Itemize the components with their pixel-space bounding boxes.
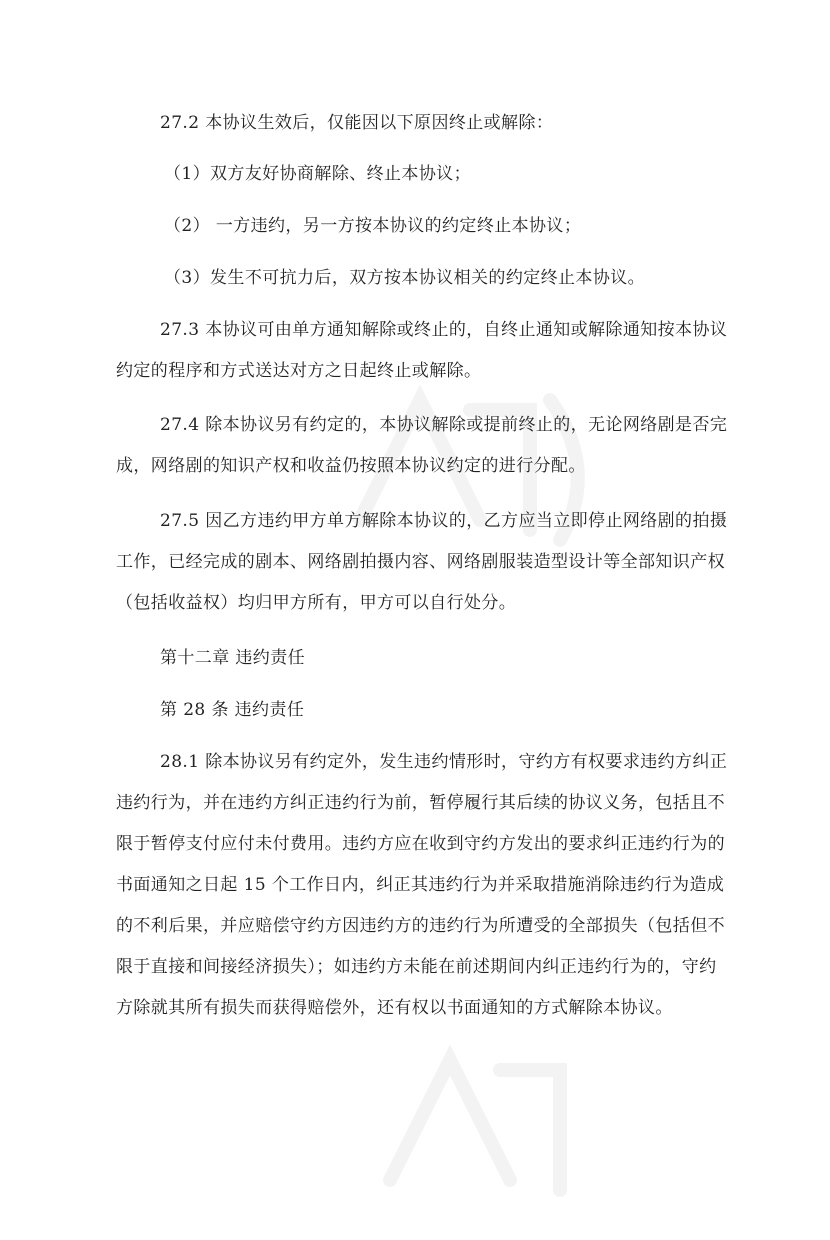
item-1-text: （1）双方友好协商解除、终止本协议； — [164, 164, 472, 184]
clause-28-1 — [116, 742, 728, 1029]
item-3-text: （3）发生不可抗力后，双方按本协议相关的约定终止本协议。 — [164, 268, 646, 288]
clause-27-4-line-1: 27.4 除本协议另有约定的，本协议解除或提前终止的，无论网络剧是否完 — [160, 415, 728, 435]
clause-27-5 — [116, 501, 728, 624]
clause-28-1-line-3: 限于暂停支付应付未付费用。违约方应在收到守约方发出的要求纠正违约行为的 — [116, 834, 725, 854]
clause-28-1-line-2: 违约行为，并在违约方纠正违约行为前，暂停履行其后续的协议义务，包括且不 — [116, 793, 725, 813]
chapter-12-title: 第十二章 违约责任 — [160, 648, 306, 668]
clause-27-4-line-2: 成，网络剧的知识产权和收益仍按照本协议约定的进行分配。 — [116, 456, 586, 476]
clause-27-2 — [116, 103, 712, 144]
article-28-title: 第 28 条 违约责任 — [160, 700, 305, 720]
clause-28-1-line-1: 28.1 除本协议另有约定外，发生违约情形时，守约方有权要求违约方纠正 — [160, 752, 728, 772]
article-heading — [116, 690, 712, 731]
clause-28-1-line-5: 的不利后果，并应赔偿守约方因违约方的违约行为所遭受的全部损失（包括但不 — [116, 916, 725, 936]
clause-27-2-item-1 — [116, 154, 712, 195]
clause-27-2-item-3 — [116, 258, 712, 299]
watermark-logo-bottom — [360, 1020, 660, 1240]
clause-28-1-line-6: 限于直接和间接经济损失）；如违约方未能在前述期间内纠正违约行为的，守约 — [116, 957, 717, 977]
chapter-heading — [116, 638, 712, 679]
clause-27-4 — [116, 405, 728, 487]
clause-27-3-line-2: 约定的程序和方式送达对方之日起终止或解除。 — [116, 361, 482, 381]
clause-28-1-line-7: 方除就其所有损失而获得赔偿外，还有权以书面通知的方式解除本协议。 — [116, 998, 673, 1018]
item-2-text: （2） 一方违约，另一方按本协议的约定终止本协议； — [164, 216, 582, 236]
clause-27-2-item-2 — [116, 206, 712, 247]
clause-27-5-line-1: 27.5 因乙方违约甲方单方解除本协议的，乙方应当立即停止网络剧的拍摄 — [160, 511, 728, 531]
clause-27-3 — [116, 310, 728, 392]
clause-28-1-line-4: 书面通知之日起 15 个工作日内，纠正其违约行为并采取措施消除违约行为造成 — [116, 875, 725, 895]
clause-27-5-line-2: 工作，已经完成的剧本、网络剧拍摄内容、网络剧服装造型设计等全部知识产权 — [116, 552, 725, 572]
clause-27-2-line-1: 27.2 本协议生效后，仅能因以下原因终止或解除： — [160, 113, 554, 133]
clause-27-5-line-3: （包括收益权）均归甲方所有，甲方可以自行处分。 — [116, 593, 517, 613]
clause-27-3-line-1: 27.3 本协议可由单方通知解除或终止的，自终止通知或解除通知按本协议 — [160, 320, 728, 340]
